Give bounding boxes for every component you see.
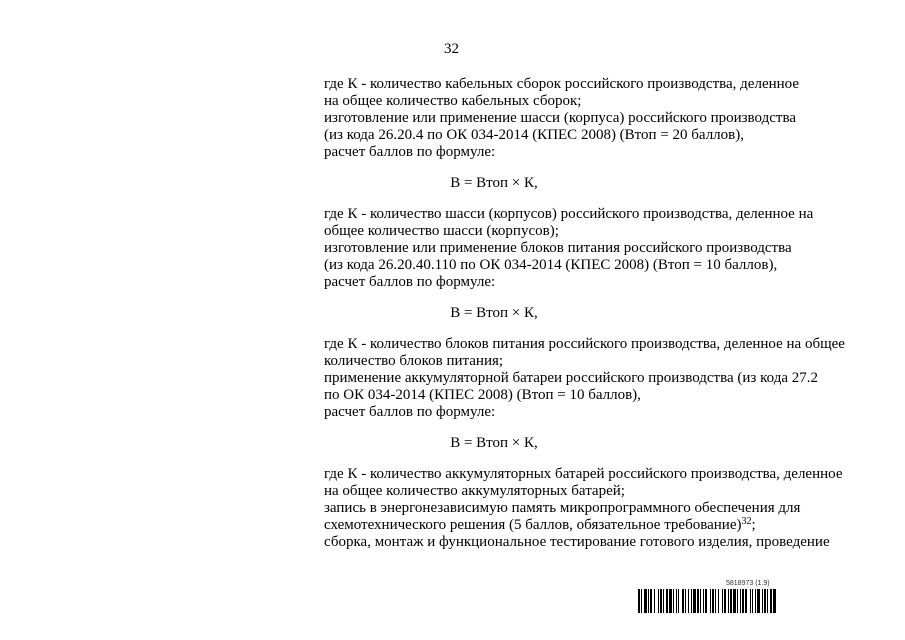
text-line: изготовление или применение шасси (корпуса) российского производства — [324, 110, 796, 126]
footnote-line-text: схемотехнического решения (5 баллов, обязательное требование) — [324, 517, 742, 533]
barcode-caption: 5818973 (1.9) — [726, 580, 770, 587]
text-line: (из кода 26.20.40.110 по ОК 034-2014 (КПЕС 2008) (Втоп = 10 баллов), — [324, 257, 778, 273]
text-line: по ОК 034-2014 (КПЕС 2008) (Втоп = 10 баллов), — [324, 387, 641, 403]
text-line: где К - количество блоков питания российского производства, деленное на общее — [324, 336, 845, 352]
text-line: общее количество шасси (корпусов); — [324, 223, 559, 239]
text-line: сборка, монтаж и функциональное тестирование готового изделия, проведение — [324, 534, 830, 550]
formula: В = Втоп × К, — [450, 435, 538, 451]
text-line: применение аккумуляторной батареи российского производства (из кода 27.2 — [324, 370, 818, 386]
footnote-reference: 32 — [741, 516, 752, 527]
paragraph-chassis — [324, 206, 884, 291]
text-line: на общее количество аккумуляторных батарей; — [324, 483, 625, 499]
paragraph-cable-assemblies — [324, 76, 884, 161]
text-line: на общее количество кабельных сборок; — [324, 93, 582, 109]
paragraph-battery — [324, 466, 884, 551]
formula: В = Втоп × К, — [450, 305, 538, 321]
text-line: расчет баллов по формуле: — [324, 404, 496, 420]
text-line: где К - количество аккумуляторных батарей российского производства, деленное — [324, 466, 843, 482]
page-number: 32 — [444, 41, 459, 57]
text-line: где К - количество кабельных сборок российского производства, деленное — [324, 76, 800, 92]
text-line: изготовление или применение блоков питания российского производства — [324, 240, 792, 256]
barcode-block — [638, 580, 858, 613]
document-body — [324, 76, 884, 551]
text-line: расчет баллов по формуле: — [324, 274, 496, 290]
text-line: запись в энергонезависимую память микропрограммного обеспечения для — [324, 500, 801, 516]
paragraph-power-supply — [324, 336, 884, 421]
formula: В = Втоп × К, — [450, 175, 538, 191]
text-line: расчет баллов по формуле: — [324, 144, 496, 160]
text-line: количество блоков питания; — [324, 353, 504, 369]
text-line: (из кода 26.20.4 по ОК 034-2014 (КПЕС 2008) (Втоп = 20 баллов), — [324, 127, 744, 143]
text-line-footnoted — [324, 517, 884, 534]
barcode-icon — [638, 589, 858, 613]
footnote-line-tail: ; — [751, 517, 756, 533]
text-line: где К - количество шасси (корпусов) российского производства, деленное на — [324, 206, 814, 222]
